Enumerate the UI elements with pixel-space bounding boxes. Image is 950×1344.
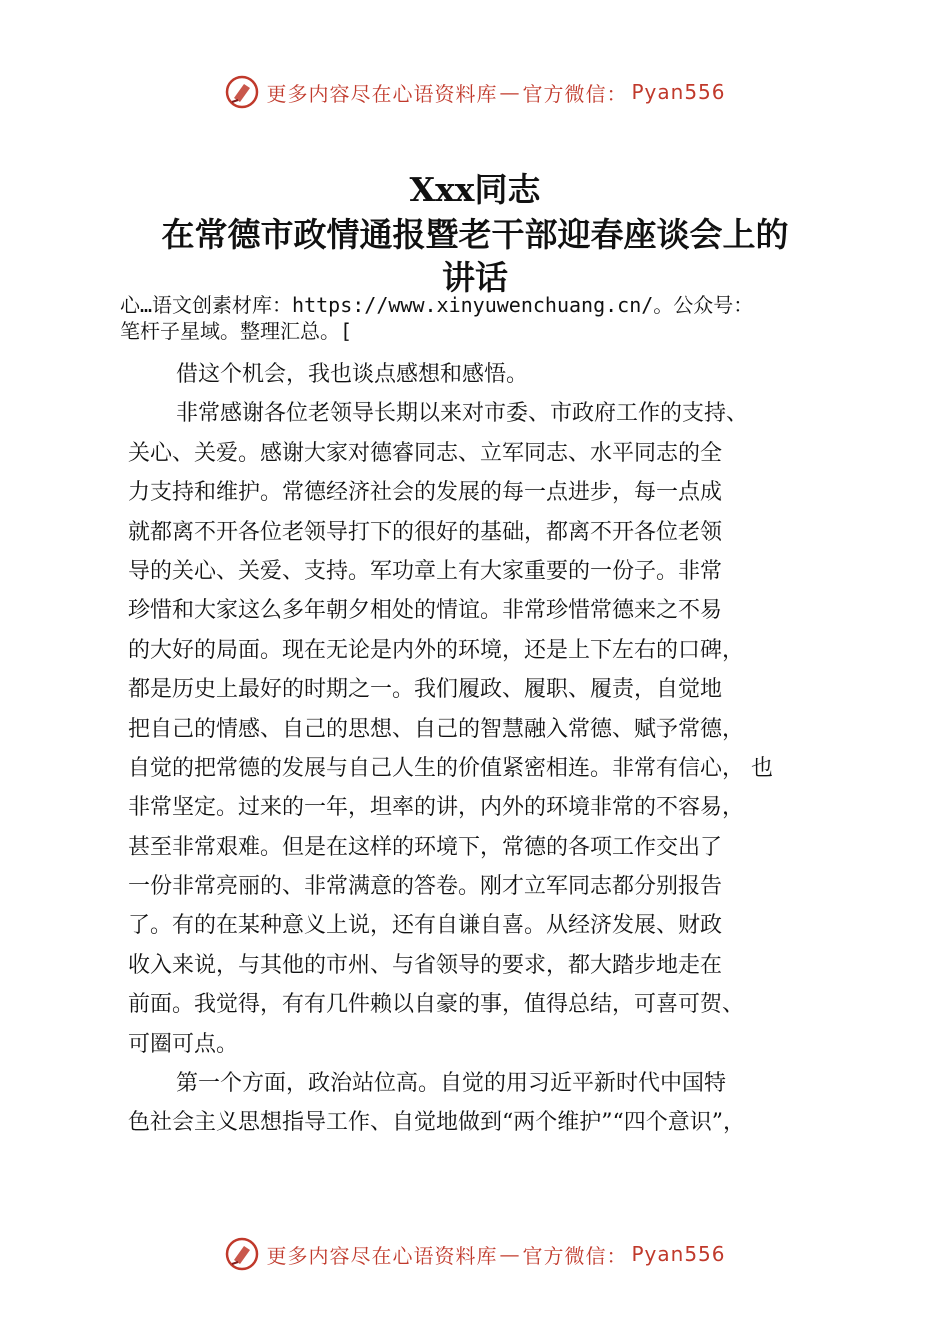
title-line-1: Xxx同志 bbox=[409, 170, 541, 209]
paragraph-line: 自觉的把常德的发展与自己人生的价值紧密相连。非常有信心， 也 bbox=[128, 755, 773, 781]
paragraph-line: 把自己的情感、自己的思想、自己的智慧融入常德、赋予常德， bbox=[128, 716, 745, 742]
paragraph-line: 非常坚定。过来的一年，坦率的讲，内外的环境非常的不容易， bbox=[128, 795, 745, 821]
watermark-text: 更多内容尽在心语资料库 bbox=[266, 81, 498, 106]
paragraph bbox=[128, 1064, 828, 1143]
paragraph-line: 非常感谢各位老领导长期以来对市委、市政府工作的支持、 bbox=[176, 401, 749, 427]
paragraph-line: 色社会主义思想指导工作、自觉地做到“两个维护”“四个意识”， bbox=[128, 1110, 745, 1136]
paragraph-line: 收入来说，与其他的市州、与省领导的要求，都大踏步地走在 bbox=[128, 952, 723, 978]
source-line-2: 笔杆子星域。整理汇总。[ bbox=[120, 319, 353, 343]
brand-logo-icon bbox=[224, 1236, 260, 1272]
wechat-label: 官方微信： bbox=[522, 81, 628, 106]
watermark-banner-top bbox=[0, 72, 950, 112]
paragraph-line: 力支持和维护。常德经济社会的发展的每一点进步，每一点成 bbox=[128, 480, 723, 506]
watermark-dash: — bbox=[499, 1242, 521, 1266]
watermark-banner-bottom bbox=[0, 1234, 950, 1274]
paragraph-line: 导的关心、关爱、支持。军功章上有大家重要的一份子。非常 bbox=[128, 558, 723, 584]
wechat-id: Pyan556 bbox=[631, 80, 726, 104]
watermark-dash: — bbox=[499, 80, 521, 104]
paragraph-line: 甚至非常艰难。但是在这样的环境下，常德的各项工作交出了 bbox=[128, 834, 723, 860]
paragraph-line: 一份非常亮丽的、非常满意的答卷。刚才立军同志都分别报告 bbox=[128, 874, 723, 900]
watermark-text: 更多内容尽在心语资料库 bbox=[266, 1243, 498, 1268]
brand-logo-icon bbox=[224, 74, 260, 110]
title-line-3: 讲话 bbox=[442, 258, 508, 297]
paragraph bbox=[128, 394, 828, 1064]
wechat-label: 官方微信： bbox=[522, 1243, 628, 1268]
source-line-1: 心…语文创素材库：https://www.xinyuwenchuang.cn/。公众号： bbox=[120, 293, 754, 317]
title-line-2: 在常德市政情通报暨老干部迎春座谈会上的 bbox=[161, 215, 789, 254]
paragraph-line: 都是历史上最好的时期之一。我们履政、履职、履责，自觉地 bbox=[128, 677, 723, 703]
paragraph bbox=[128, 355, 828, 394]
paragraph-line: 第一个方面，政治站位高。自觉的用习近平新时代中国特 bbox=[176, 1071, 727, 1097]
paragraph-line: 就都离不开各位老领导打下的很好的基础，都离不开各位老领 bbox=[128, 519, 723, 545]
paragraph-line: 关心、关爱。感谢大家对德睿同志、立军同志、水平同志的全 bbox=[128, 440, 723, 466]
wechat-id: Pyan556 bbox=[631, 1242, 726, 1266]
paragraph-line: 借这个机会，我也谈点感想和感悟。 bbox=[176, 362, 529, 387]
source-note bbox=[120, 292, 860, 344]
paragraph-line: 的大好的局面。现在无论是内外的环境，还是上下左右的口碑， bbox=[128, 637, 745, 663]
paragraph-line: 可圈可点。 bbox=[128, 1031, 239, 1057]
paragraph-line: 珍惜和大家这么多年朝夕相处的情谊。非常珍惜常德来之不易 bbox=[128, 598, 723, 624]
paragraph-line: 了。有的在某种意义上说，还有自谦自喜。从经济发展、财政 bbox=[128, 913, 723, 939]
paragraph-line: 前面。我觉得，有有几件赖以自豪的事，值得总结，可喜可贺、 bbox=[128, 992, 745, 1018]
document-body bbox=[128, 355, 828, 1143]
